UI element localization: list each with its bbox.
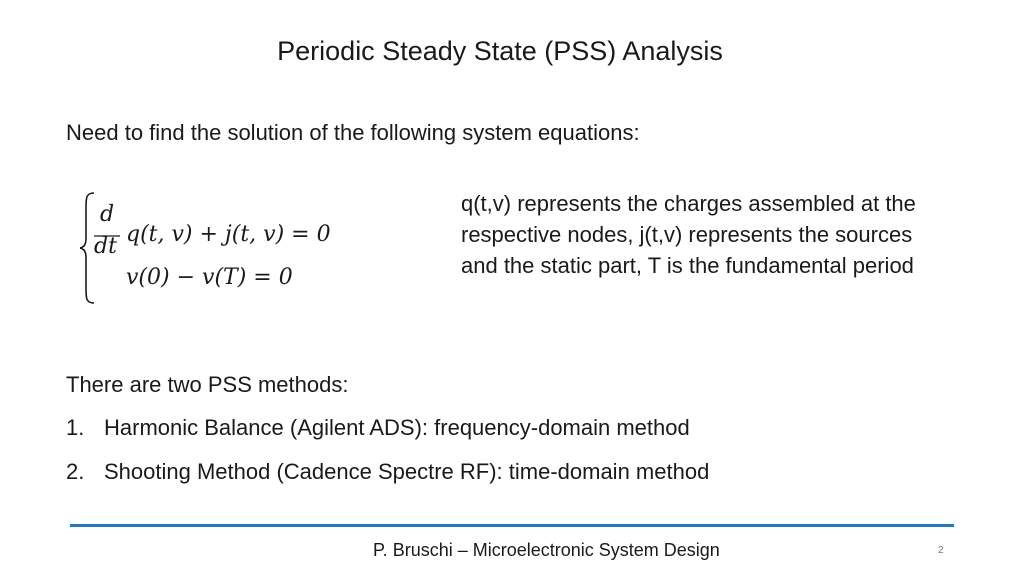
list-item-number: 2.: [66, 459, 85, 484]
footer-text: P. Bruschi – Microelectronic System Design: [373, 540, 720, 560]
intro-text: Need to find the solution of the following system equations:: [66, 120, 640, 145]
footer-rule: [70, 524, 954, 527]
variable-description: q(t,v) represents the charges assembled at the respective nodes, j(t,v) represents the sources and the static part, T is the fundamental period: [461, 191, 916, 278]
fraction-denominator: dt: [94, 234, 117, 259]
equation-1: q(t, v) + j(t, v) = 0: [126, 222, 331, 247]
fraction-numerator: d: [100, 202, 115, 227]
page-number: 2: [938, 545, 944, 556]
equation-2: v(0) − v(T) = 0: [126, 265, 293, 290]
slide-title: Periodic Steady State (PSS) Analysis: [277, 36, 723, 66]
methods-heading: There are two PSS methods:: [66, 372, 349, 397]
equation-system: [80, 190, 380, 306]
list-item-number: 1.: [66, 415, 85, 440]
list-item-text: Harmonic Balance (Agilent ADS): frequency-domain method: [104, 415, 690, 440]
list-item-text: Shooting Method (Cadence Spectre RF): time-domain method: [104, 459, 710, 484]
